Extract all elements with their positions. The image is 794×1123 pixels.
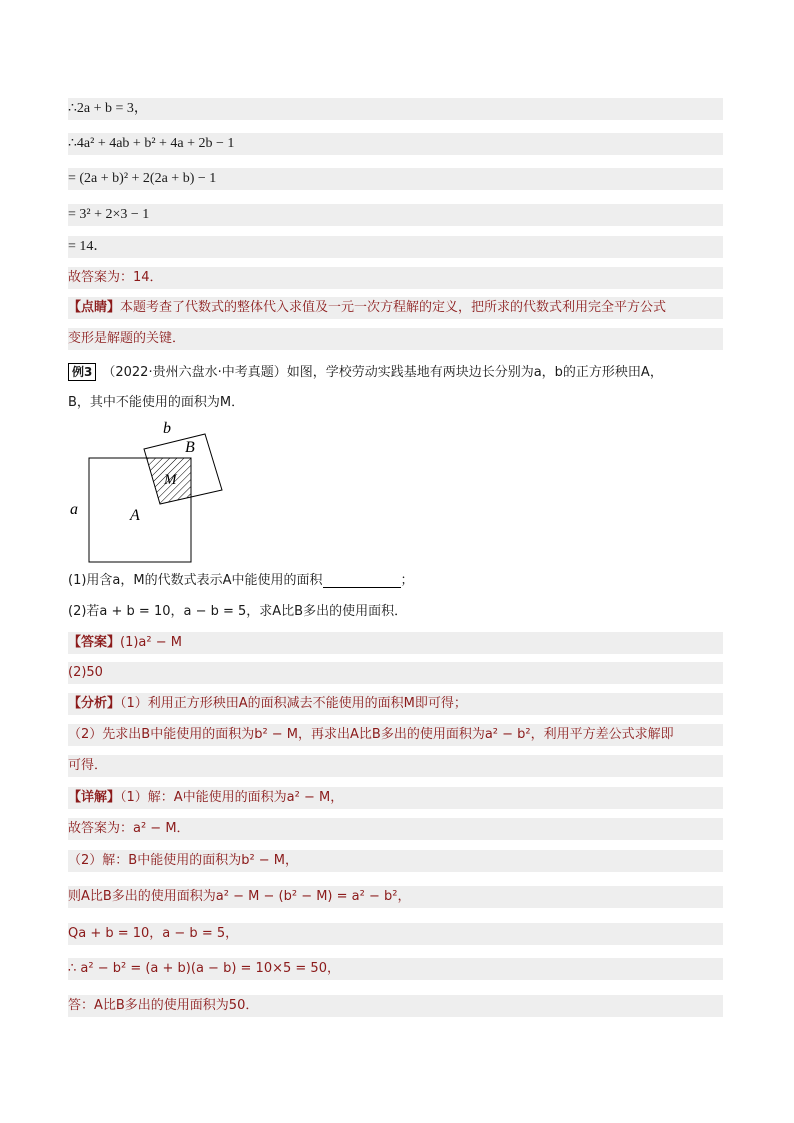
squares-figure [60, 412, 240, 570]
label-B: B [185, 439, 195, 456]
solution-line-3: = (2a + b)² + 2(2a + b) − 1 [68, 168, 723, 190]
label-a: a [70, 501, 78, 518]
detail-3: 则A比B多出的使用面积为a² − M − (b² − M) = a² − b²， [68, 886, 723, 908]
solution-line-4: = 3² + 2×3 − 1 [68, 204, 723, 226]
detail-1: 【详解】（1）解：A中能使用的面积为a² − M， [68, 787, 723, 809]
example-stem-line-1: 例3 （2022·贵州六盘水·中考真题）如图，学校劳动实践基地有两块边长分别为a，b的正方形秧田A， [68, 362, 723, 384]
question-1: (1)用含a，M的代数式表示A中能使用的面积 ； [68, 573, 414, 588]
solution-line-2: ∴4a² + 4ab + b² + 4a + 2b − 1 [68, 133, 723, 155]
example-label: 例3 [68, 363, 96, 381]
question-2: (2)若a + b = 10，a − b = 5，求A比B多出的使用面积． [68, 604, 408, 619]
label-b: b [163, 420, 171, 437]
answer-line: 故答案为：14． [68, 267, 723, 289]
answer-2: (2)50 [68, 662, 723, 684]
detail-5: ∴ a² − b² = (a + b)(a − b) = 10×5 = 50， [68, 958, 723, 980]
example-stem-line-2: B，其中不能使用的面积为M． [68, 395, 245, 410]
answer-blank [323, 573, 401, 588]
analysis-1: 【分析】（1）利用正方形秧田A的面积减去不能使用的面积M即可得； [68, 693, 723, 715]
analysis-2-line-1: （2）先求出B中能使用的面积为b² − M，再求出A比B多出的使用面积为a² − b²，利用平方差公式求解即 [68, 724, 723, 746]
final-answer: 答：A比B多出的使用面积为50． [68, 995, 723, 1017]
answer-1: 【答案】(1)a² − M [68, 632, 723, 654]
shaded-region-M [144, 434, 222, 504]
analysis-2-line-2: 可得． [68, 755, 723, 777]
solution-line-5: = 14． [68, 236, 723, 258]
solution-line-1: ∴2a + b = 3， [68, 98, 723, 120]
detail-2: （2）解：B中能使用的面积为b² − M， [68, 850, 723, 872]
detail-1-answer: 故答案为：a² − M． [68, 818, 723, 840]
dianjing-line-1: 【点睛】本题考查了代数式的整体代入求值及一元一次方程解的定义，把所求的代数式利用完全平方公式 [68, 297, 723, 319]
dianjing-line-2: 变形是解题的关键． [68, 328, 723, 350]
label-A: A [130, 507, 140, 524]
label-M: M [164, 472, 177, 488]
detail-4: Qa + b = 10，a − b = 5， [68, 923, 723, 945]
